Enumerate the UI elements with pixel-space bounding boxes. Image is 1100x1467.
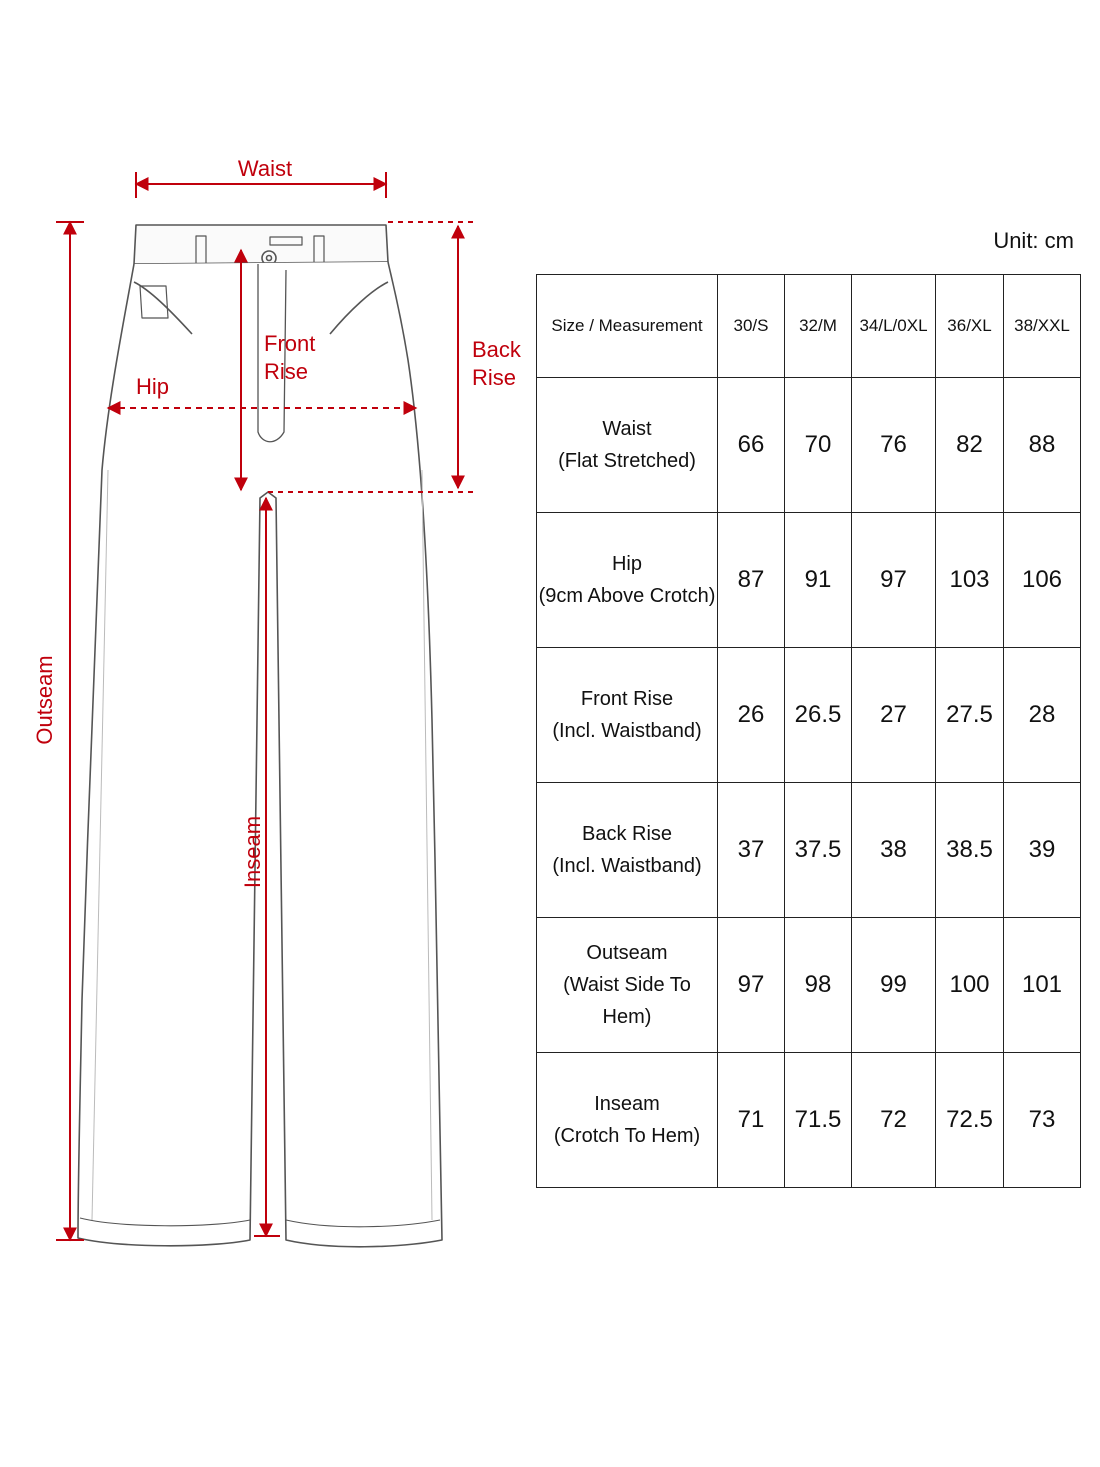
row-header xyxy=(537,513,718,648)
table-cell: 97 xyxy=(718,918,785,1053)
back-rise-label-line1: Back xyxy=(472,337,521,362)
table-cell: 99 xyxy=(852,918,936,1053)
measurement-note: (Crotch To Hem) xyxy=(553,1125,701,1147)
front-rise-label-line2: Rise xyxy=(264,359,309,384)
table-cell: 37 xyxy=(718,783,785,918)
table-cell: 26.5 xyxy=(785,648,852,783)
hip-label: Hip xyxy=(136,374,170,399)
table-cell: 91 xyxy=(785,513,852,648)
table-cell: 37.5 xyxy=(785,783,852,918)
table-cell: 106 xyxy=(1004,513,1081,648)
table-cell: 87 xyxy=(718,513,785,648)
measurement-note: (Incl. Waistband) xyxy=(552,720,702,742)
inseam-label: Inseam xyxy=(240,815,265,889)
measurement-name: Back Rise xyxy=(581,823,673,845)
table-cell: 71 xyxy=(718,1053,785,1188)
table-header-row xyxy=(537,275,1081,378)
table-row-back-rise xyxy=(537,783,1081,918)
back-rise-label-line2: Rise xyxy=(472,365,517,390)
row-header xyxy=(537,918,718,1053)
table-cell: 27.5 xyxy=(936,648,1004,783)
header-size: 38/XXL xyxy=(1004,275,1081,378)
table-cell: 98 xyxy=(785,918,852,1053)
table-cell: 38.5 xyxy=(936,783,1004,918)
table-cell: 103 xyxy=(936,513,1004,648)
jeans-measurement-diagram xyxy=(0,0,540,1467)
table-row-waist xyxy=(537,378,1081,513)
size-chart-table xyxy=(536,274,1081,1188)
header-size: 36/XL xyxy=(936,275,1004,378)
table-cell: 101 xyxy=(1004,918,1081,1053)
header-size: 32/M xyxy=(785,275,852,378)
front-rise-label-line1: Front xyxy=(264,331,316,356)
table-row-outseam xyxy=(537,918,1081,1053)
table-cell: 97 xyxy=(852,513,936,648)
measurement-name: Hip xyxy=(611,553,642,575)
measurement-name: Inseam xyxy=(594,1093,660,1115)
table-cell: 27 xyxy=(852,648,936,783)
table-cell: 70 xyxy=(785,378,852,513)
table-row-front-rise xyxy=(537,648,1081,783)
row-header xyxy=(537,783,718,918)
row-header xyxy=(537,1053,718,1188)
measurement-note: (9cm Above Crotch) xyxy=(538,585,716,607)
table-cell: 88 xyxy=(1004,378,1081,513)
table-cell: 39 xyxy=(1004,783,1081,918)
table-cell: 71.5 xyxy=(785,1053,852,1188)
measurement-note: (Flat Stretched) xyxy=(558,450,696,472)
table-cell: 28 xyxy=(1004,648,1081,783)
header-size: 34/L/0XL xyxy=(852,275,936,378)
jeans-illustration xyxy=(78,225,442,1247)
measurement-name: Waist xyxy=(602,418,652,440)
table-cell: 82 xyxy=(936,378,1004,513)
measurement-name: Front Rise xyxy=(580,688,674,710)
table-cell: 72.5 xyxy=(936,1053,1004,1188)
table-cell: 73 xyxy=(1004,1053,1081,1188)
table-row-hip xyxy=(537,513,1081,648)
table-cell: 38 xyxy=(852,783,936,918)
table-cell: 26 xyxy=(718,648,785,783)
measurement-note: (Incl. Waistband) xyxy=(552,855,702,877)
table-cell: 66 xyxy=(718,378,785,513)
row-header xyxy=(537,378,718,513)
header-size: 30/S xyxy=(718,275,785,378)
waist-label: Waist xyxy=(237,156,293,181)
table-row-inseam xyxy=(537,1053,1081,1188)
table-cell: 76 xyxy=(852,378,936,513)
measurement-name: Outseam xyxy=(586,942,668,964)
header-measurement: Size / Measurement xyxy=(537,275,718,378)
unit-label: Unit: cm xyxy=(993,228,1074,253)
measurement-note: (Waist Side To Hem) xyxy=(563,974,691,1028)
table-cell: 100 xyxy=(936,918,1004,1053)
row-header xyxy=(537,648,718,783)
table-cell: 72 xyxy=(852,1053,936,1188)
outseam-label: Outseam xyxy=(32,655,57,745)
